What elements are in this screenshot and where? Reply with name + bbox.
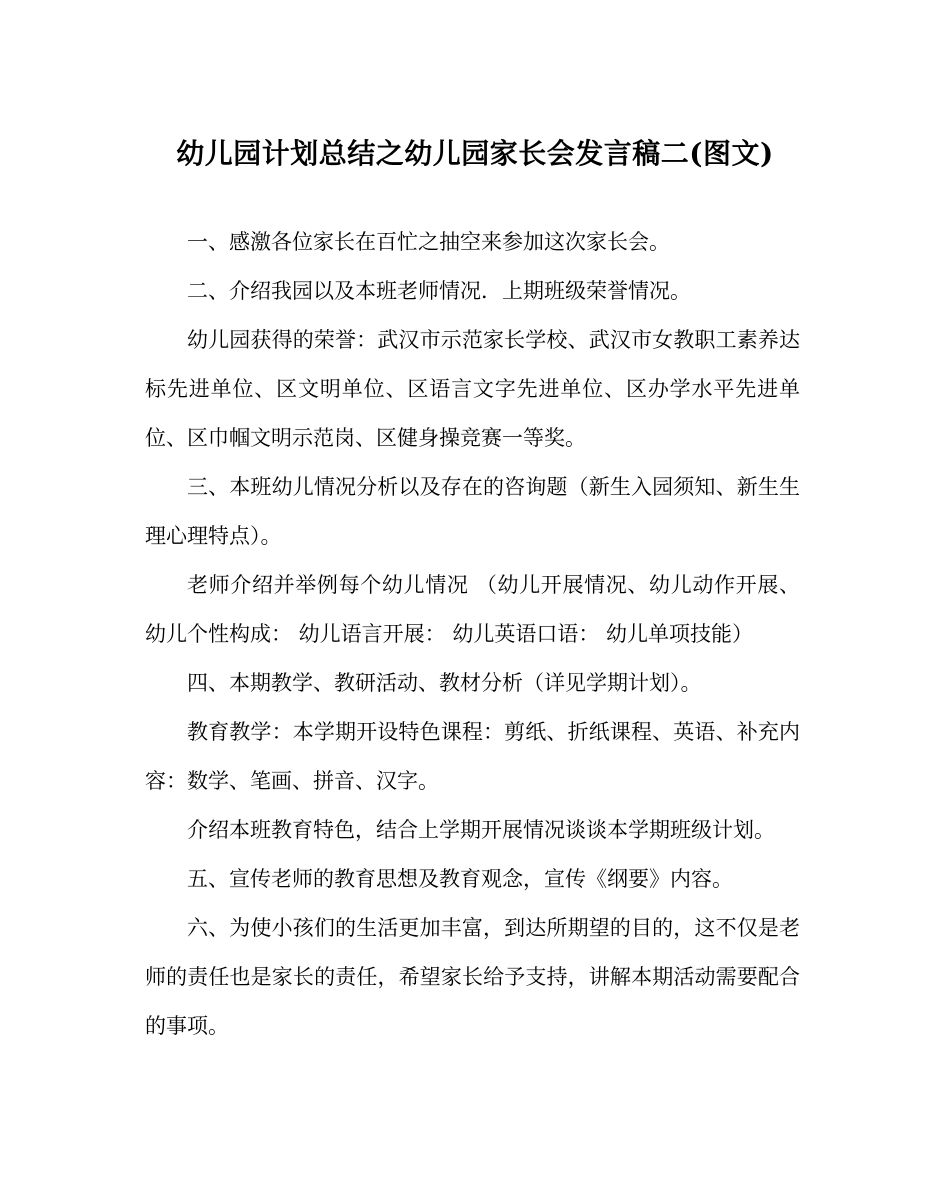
paragraph-thanks: 一、感激各位家长在百忙之抽空来参加这次家长会。 (187, 230, 670, 254)
paragraph-class-analysis: 三、本班幼儿情况分析以及存在的咨询题（新生入园须知、新生生理心理特点）。 (145, 475, 800, 548)
paragraph-child-details: 老师介绍并举例每个幼儿情况 （幼儿开展情况、幼儿动作开展、 幼儿个性构成： 幼儿语言开展： 幼儿英语口语： 幼儿单项技能） (145, 573, 807, 646)
document-body (145, 218, 807, 1051)
document-title: 幼儿园计划总结之幼儿园家长会发言稿二(图文) (176, 137, 774, 170)
paragraph-education-concepts: 五、宣传老师的教育思想及教育观念，宣传《纲要》内容。 (187, 867, 733, 891)
paragraph-teaching-plan: 四、本期教学、教研活动、教材分析（详见学期计划）。 (187, 671, 702, 695)
paragraph-class-features: 介绍本班教育特色，结合上学期开展情况谈谈本学期班级计划。 (187, 818, 775, 842)
paragraph-honors: 幼儿园获得的荣誉：武汉市示范家长学校、武汉市女教职工素养达标先进单位、区文明单位、区语言文字先进单位、区办学水平先进单位、区巾帼文明示范岗、区健身操竞赛一等奖。 (145, 328, 800, 450)
paragraph-parent-support: 六、为使小孩们的生活更加丰富，到达所期望的目的，这不仅是老师的责任也是家长的责任，希望家长给予支持，讲解本期活动需要配合的事项。 (145, 916, 800, 1038)
paragraph-curriculum: 教育教学：本学期开设特色课程：剪纸、折纸课程、英语、补充内容：数学、笔画、拼音、汉字。 (145, 720, 800, 793)
paragraph-introduction: 二、介绍我园以及本班老师情况．上期班级荣誉情况。 (187, 279, 691, 303)
